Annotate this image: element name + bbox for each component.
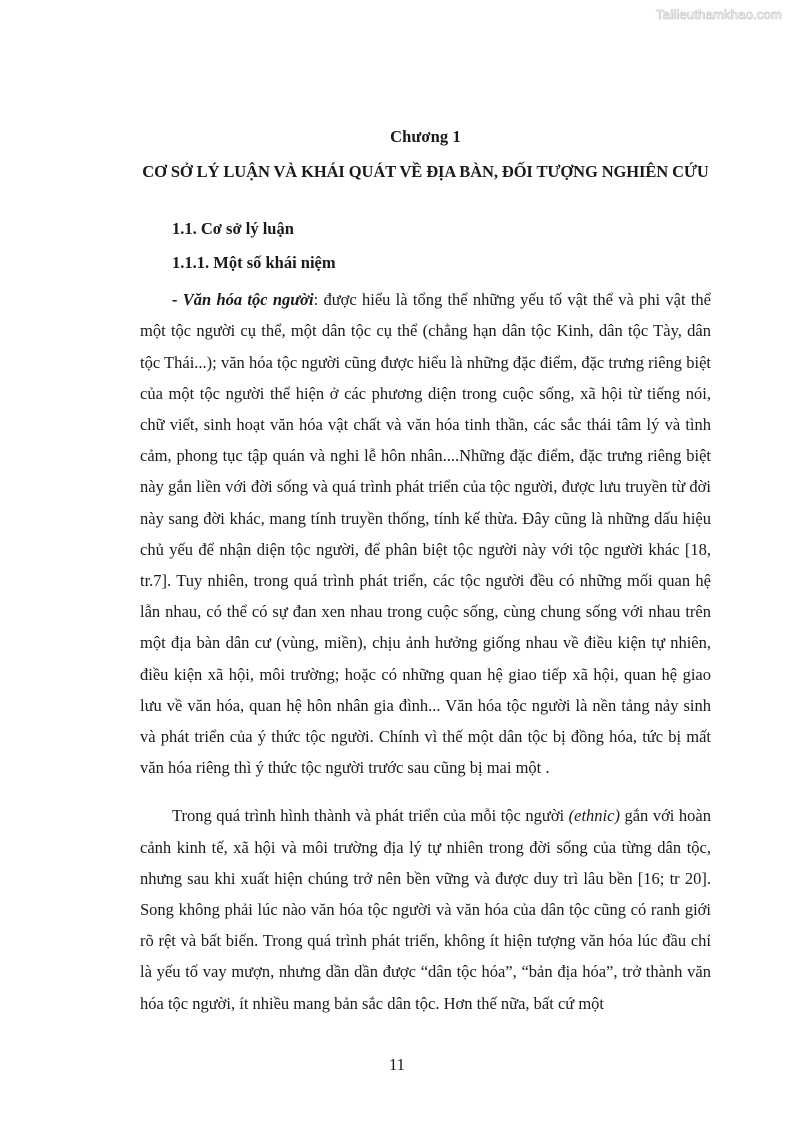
paragraph-ethnic xyxy=(140,800,711,1018)
paragraph-2-text-after: gắn với hoàn cảnh kinh tế, xã hội và môi trường địa lý tự nhiên trong đời sống của từng dân tộc, nhưng sau khi xuất hiện chúng trở nên bền vững và được duy trì lâu bền [16; tr 20]. Song không phải lúc nào văn hóa tộc người và văn hóa của dân tộc cũng có ranh giới rõ rệt và bất biến. Trong quá trình phát triển, không ít hiện tượng văn hóa lúc đầu chỉ là yếu tố vay mượn, nhưng dần dần được “dân tộc hóa”, “bản địa hóa”, trở thành văn hóa tộc người, ít nhiều mang bản sắc dân tộc. Hơn thế nữa, bất cứ một xyxy=(140,806,711,1013)
defined-term: - Văn hóa tộc người xyxy=(172,290,314,310)
chapter-title: CƠ SỞ LÝ LUẬN VÀ KHÁI QUÁT VỀ ĐỊA BÀN, ĐỐI TƯỢNG NGHIÊN CỨU xyxy=(142,161,709,181)
paragraph-1-text: : được hiểu là tổng thể những yếu tố vật thể và phi vật thể một tộc người cụ thể, một dân tộc cụ thể (chẳng hạn dân tộc Kinh, dân tộc Tày, dân tộc Thái...); văn hóa tộc người cũng được hiểu là những đặc điểm, đặc trưng riêng biệt của một tộc người thể hiện ở các phương diện trong cuộc sống, xã hội từ tiếng nói, chữ viết, sinh hoạt văn hóa vật chất và văn hóa tinh thần, các sắc thái tâm lý và tình cảm, phong tục tập quán và nghi lễ hôn nhân....Những đặc điểm, đặc trưng riêng biệt này gắn liền với đời sống và quá trình phát triển của tộc người, được lưu truyền từ đời này sang đời khác, mang tính truyền thống, tính kế thừa. Đây cũng là những dấu hiệu chủ yếu để nhận diện tộc người, để phân biệt tộc người này với tộc người khác [18, tr.7]. Tuy nhiên, trong quá trình phát triển, các tộc người đều có những mối quan hệ lẫn nhau, có thể có sự đan xen nhau trong cuộc sống, cùng chung sống với nhau trên một địa bàn dân cư (vùng, miền), chịu ảnh hưởng giống nhau về điều kiện tự nhiên, điều kiện xã hội, môi trường; hoặc có những quan hệ giao tiếp xã hội, quan hệ giao lưu về văn hóa, quan hệ hôn nhân gia đình... Văn hóa tộc người là nền tảng nảy sinh và phát triển của ý thức tộc người. Chính vì thế một dân tộc bị đồng hóa, tức bị mất văn hóa riêng thì ý thức tộc người trước sau cũng bị mai một . xyxy=(140,290,711,778)
chapter-label: Chương 1 xyxy=(390,127,461,146)
watermark-text: Tailieuthamkhao.com xyxy=(656,7,782,22)
page-number: 11 xyxy=(389,1055,405,1074)
paragraph-van-hoa-toc-nguoi xyxy=(140,284,711,783)
section-heading-1-1-1: 1.1.1. Một số khái niệm xyxy=(172,252,336,272)
section-heading-1-1: 1.1. Cơ sở lý luận xyxy=(172,219,294,239)
page-content xyxy=(140,0,711,1019)
paragraph-2-text-before: Trong quá trình hình thành và phát triển của mỗi tộc người xyxy=(172,806,569,826)
latin-term-ethnic: (ethnic) xyxy=(568,806,620,826)
